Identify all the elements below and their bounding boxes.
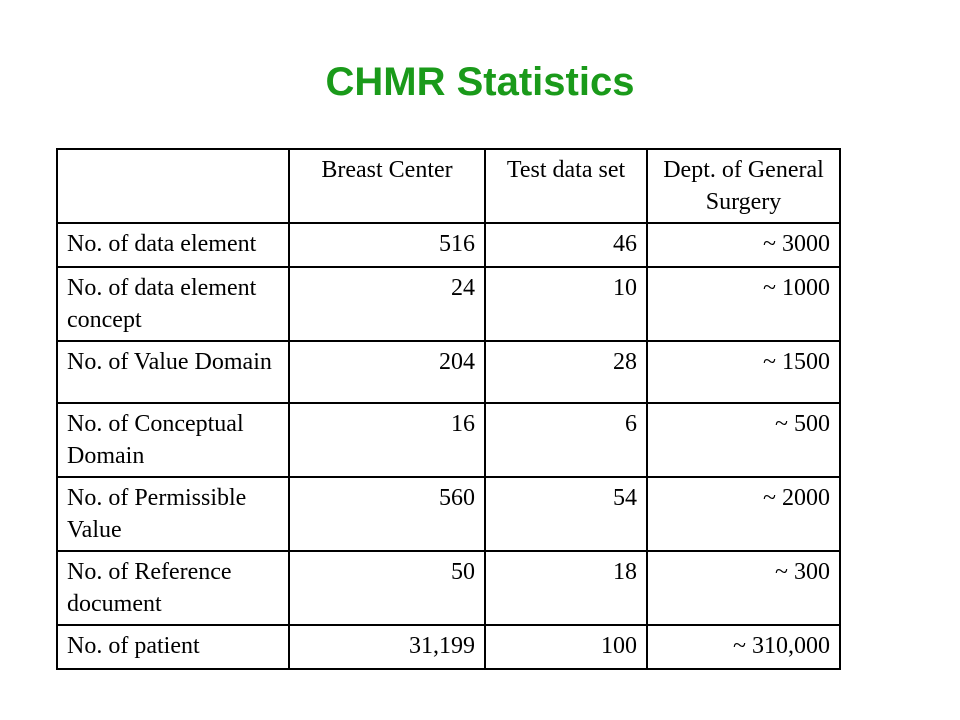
header-test-data-set: Test data set — [485, 149, 647, 223]
cell-breast-center: 31,199 — [289, 625, 485, 669]
table-row — [57, 625, 840, 669]
statistics-table — [56, 148, 841, 670]
row-label: No. of Value Domain — [57, 341, 289, 403]
cell-dept-general-surgery: ~ 310,000 — [647, 625, 840, 669]
cell-breast-center: 16 — [289, 403, 485, 477]
row-label: No. of data element concept — [57, 267, 289, 341]
cell-breast-center: 24 — [289, 267, 485, 341]
cell-breast-center: 50 — [289, 551, 485, 625]
cell-dept-general-surgery: ~ 1500 — [647, 341, 840, 403]
header-dept-general-surgery: Dept. of General Surgery — [647, 149, 840, 223]
cell-test-data-set: 54 — [485, 477, 647, 551]
row-label: No. of Conceptual Domain — [57, 403, 289, 477]
cell-test-data-set: 6 — [485, 403, 647, 477]
cell-test-data-set: 46 — [485, 223, 647, 267]
slide-title: CHMR Statistics — [325, 60, 635, 104]
table-row — [57, 477, 840, 551]
cell-breast-center: 204 — [289, 341, 485, 403]
cell-dept-general-surgery: ~ 3000 — [647, 223, 840, 267]
cell-dept-general-surgery: ~ 1000 — [647, 267, 840, 341]
table-row — [57, 341, 840, 403]
header-breast-center: Breast Center — [289, 149, 485, 223]
table-row — [57, 551, 840, 625]
cell-dept-general-surgery: ~ 500 — [647, 403, 840, 477]
row-label: No. of Permissible Value — [57, 477, 289, 551]
cell-breast-center: 560 — [289, 477, 485, 551]
cell-test-data-set: 100 — [485, 625, 647, 669]
table-row — [57, 223, 840, 267]
table-row — [57, 267, 840, 341]
header-empty-cell — [57, 149, 289, 223]
row-label: No. of data element — [57, 223, 289, 267]
cell-test-data-set: 18 — [485, 551, 647, 625]
cell-dept-general-surgery: ~ 2000 — [647, 477, 840, 551]
cell-dept-general-surgery: ~ 300 — [647, 551, 840, 625]
cell-test-data-set: 10 — [485, 267, 647, 341]
table-header-row — [57, 149, 840, 223]
cell-breast-center: 516 — [289, 223, 485, 267]
row-label: No. of patient — [57, 625, 289, 669]
cell-test-data-set: 28 — [485, 341, 647, 403]
row-label: No. of Reference document — [57, 551, 289, 625]
table-row — [57, 403, 840, 477]
